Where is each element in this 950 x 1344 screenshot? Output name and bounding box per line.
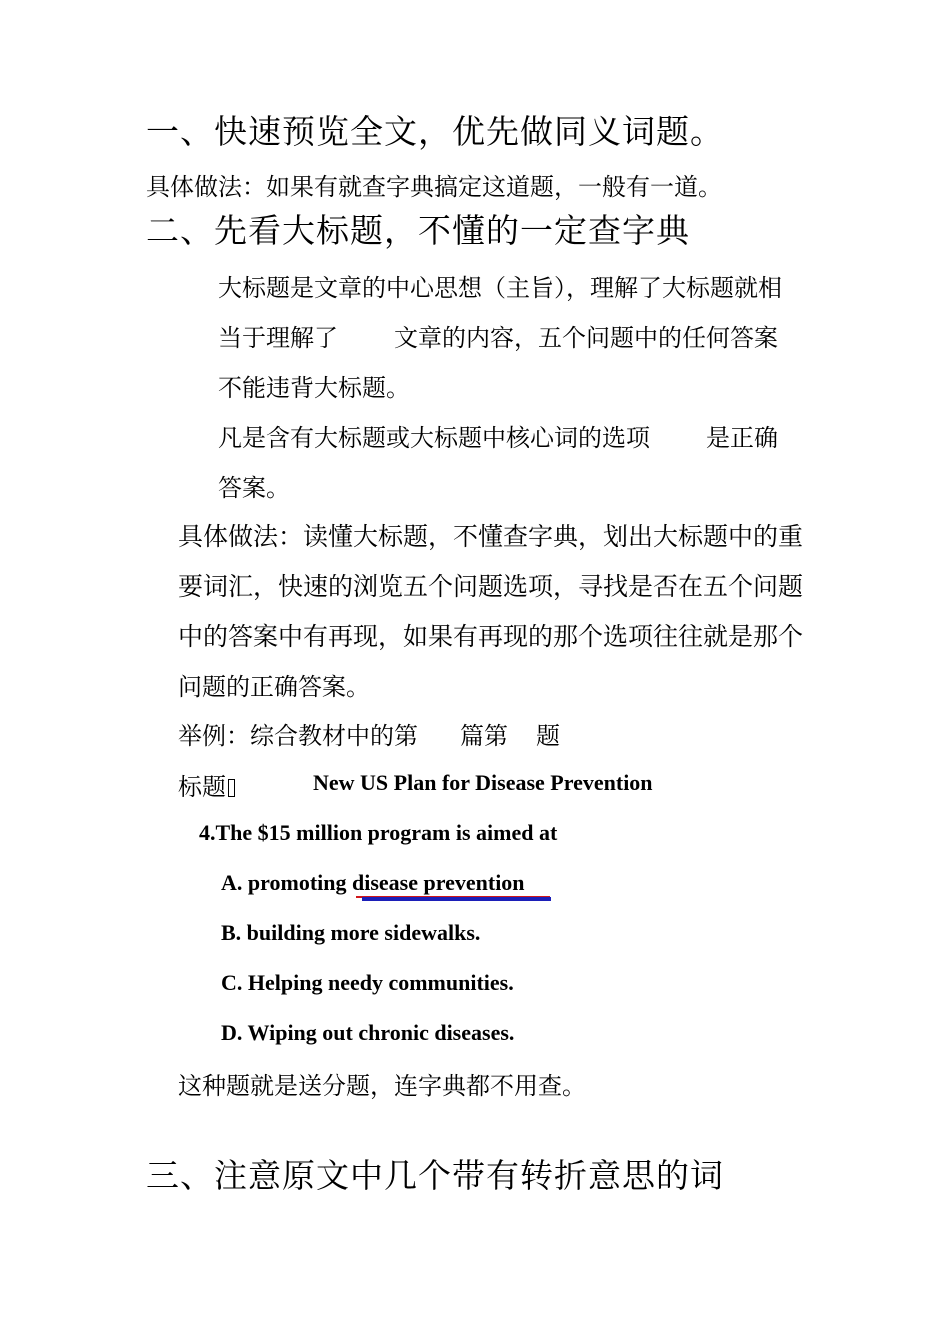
paragraph-1-line-3: 不能违背大标题。 (218, 374, 410, 402)
question-text: 4.The $15 million program is aimed at (199, 820, 558, 845)
method-line-4: 问题的正确答案。 (178, 673, 370, 701)
paragraph-2-line-1-end: 是正确 (706, 424, 778, 452)
section-1-method: 具体做法：如果有就查字典搞定这道题，一般有一道。 (146, 173, 722, 201)
example-label-middle: 篇第 (460, 722, 508, 750)
paragraph-1-line-2-start: 当于理解了 (218, 324, 338, 352)
example-title-label: 标题 (178, 767, 235, 802)
option-d: D. Wiping out chronic diseases. (221, 1020, 515, 1045)
paragraph-2-line-1-start: 凡是含有大标题或大标题中核心词的选项 (218, 424, 650, 452)
paragraph-1-line-1: 大标题是文章的中心思想（主旨），理解了大标题就相 (218, 274, 782, 302)
example-title-text: New US Plan for Disease Prevention (313, 770, 653, 795)
section-2-heading: 二、先看大标题，不懂的一定查字典 (146, 211, 690, 250)
method-line-1: 具体做法：读懂大标题，不懂查字典，划出大标题中的重 (178, 522, 804, 551)
paragraph-2-line-2: 答案。 (218, 474, 290, 502)
section-1-heading: 一、快速预览全文，优先做同义词题。 (146, 112, 724, 151)
paragraph-1-line-2-end: 文章的内容，五个问题中的任何答案 (394, 324, 778, 352)
paragraph-2-line-1 (218, 418, 778, 453)
option-a-prefix: A. promoting (221, 870, 352, 895)
method-line-2: 要词汇，快速的浏览五个问题选项，寻找是否在五个问题 (178, 572, 804, 601)
conclusion: 这种题就是送分题，连字典都不用查。 (178, 1072, 586, 1100)
option-a (221, 870, 525, 896)
option-b: B. building more sidewalks. (221, 920, 481, 945)
example-label-start: 举例：综合教材中的第 (178, 722, 418, 750)
blue-underline (362, 897, 551, 901)
example-label-end: 题 (536, 722, 560, 750)
section-3-heading: 三、注意原文中几个带有转折意思的词 (146, 1156, 724, 1195)
option-c: C. Helping needy communities. (221, 970, 514, 995)
box-glyph-icon (228, 779, 235, 797)
example-label (178, 716, 560, 751)
option-a-underlined: disease prevention (352, 870, 525, 895)
method-line-3: 中的答案中有再现，如果有再现的那个选项往往就是那个 (178, 622, 804, 651)
paragraph-1-line-2 (218, 318, 778, 353)
